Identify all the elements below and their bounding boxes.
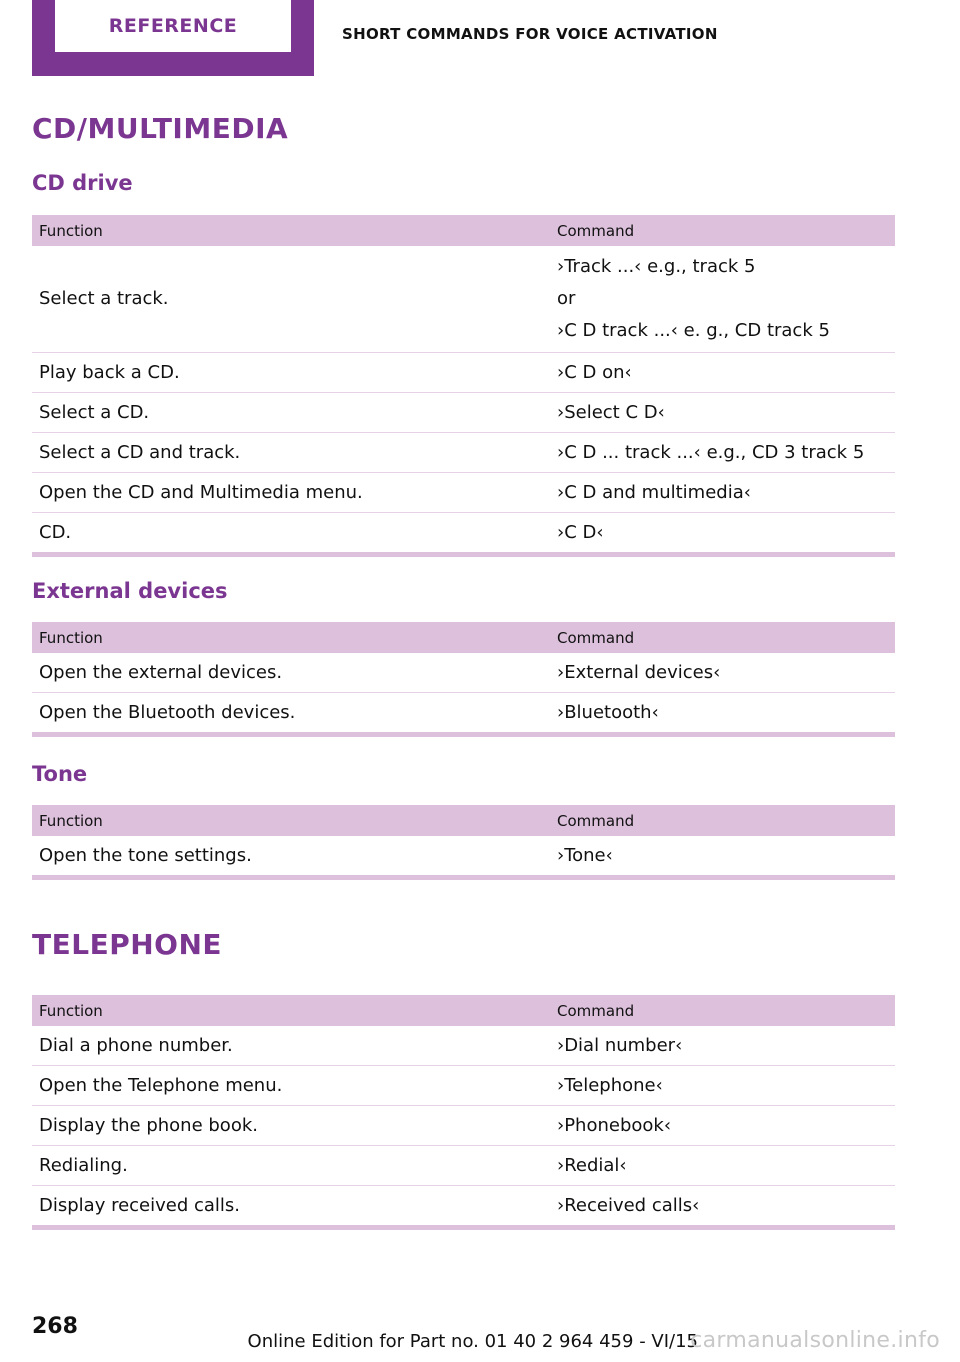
page-number: 268 <box>32 1314 78 1339</box>
heading-cd-multimedia: CD/MULTIMEDIA <box>32 112 289 145</box>
edition-note: Online Edition for Part no. 01 40 2 964 459 - VI/15 <box>247 1331 698 1352</box>
column-header-command: Command <box>550 995 895 1026</box>
function-cell: Open the CD and Multimedia menu. <box>32 473 550 513</box>
function-cell: Select a track. <box>39 288 169 309</box>
table-row <box>32 473 895 513</box>
table-header-row <box>32 215 895 246</box>
function-cell: Play back a CD. <box>32 353 550 393</box>
command-cell: ›Telephone‹ <box>550 1066 895 1106</box>
table-header-row <box>32 995 895 1026</box>
command-cell: ›Bluetooth‹ <box>550 693 895 735</box>
function-cell: Open the Bluetooth devices. <box>32 693 550 735</box>
function-cell: Select a CD and track. <box>32 433 550 473</box>
table-row <box>32 433 895 473</box>
heading-cd-drive: CD drive <box>32 171 133 195</box>
command-cell: ›Select C D‹ <box>550 393 895 433</box>
column-header-command: Command <box>550 805 895 836</box>
table-row <box>32 1026 895 1066</box>
function-cell: Open the tone settings. <box>39 845 252 866</box>
column-header-command: Command <box>550 215 895 246</box>
table-header-row <box>32 805 895 836</box>
heading-external-devices: External devices <box>32 579 228 603</box>
function-cell: Open the external devices. <box>39 662 283 683</box>
function-cell: Select a CD. <box>32 393 550 433</box>
table-row <box>32 1106 895 1146</box>
column-header-function: Function <box>32 622 550 653</box>
function-cell: Redialing. <box>32 1146 550 1186</box>
table-row <box>32 393 895 433</box>
telephone-table <box>32 995 895 1230</box>
section-tab <box>32 0 314 76</box>
cd-drive-table <box>32 215 895 557</box>
function-cell: Display the phone book. <box>32 1106 550 1146</box>
column-header-function: Function <box>32 995 550 1026</box>
command-cell: ›C D‹ <box>550 513 895 555</box>
command-cell: ›C D on‹ <box>550 353 895 393</box>
command-line: ›Track ...‹ e.g., track 5 <box>557 256 756 277</box>
command-cell: ›Received calls‹ <box>550 1186 895 1228</box>
running-header: SHORT COMMANDS FOR VOICE ACTIVATION <box>342 25 718 43</box>
function-cell: Display received calls. <box>32 1186 550 1228</box>
table-row <box>32 693 895 735</box>
function-cell: Open the Telephone menu. <box>32 1066 550 1106</box>
command-line: ›C D track ...‹ e. g., CD track 5 <box>557 320 830 341</box>
watermark: carmanualsonline.info <box>690 1328 940 1353</box>
command-cell: ›External devices‹ <box>557 662 721 683</box>
column-header-function: Function <box>32 215 550 246</box>
function-cell: CD. <box>32 513 550 555</box>
command-cell: ›C D and multimedia‹ <box>550 473 895 513</box>
table-row <box>32 1066 895 1106</box>
table-row <box>32 653 895 693</box>
command-line: or <box>557 288 576 309</box>
command-cell: ›Phonebook‹ <box>550 1106 895 1146</box>
table-row <box>32 353 895 393</box>
table-row <box>32 1146 895 1186</box>
table-row <box>32 836 895 878</box>
heading-telephone: TELEPHONE <box>32 928 223 961</box>
command-cell: ›Redial‹ <box>550 1146 895 1186</box>
section-tab-label: REFERENCE <box>55 0 291 52</box>
table-header-row <box>32 622 895 653</box>
table-row <box>32 246 895 353</box>
external-devices-table <box>32 622 895 737</box>
command-cell <box>550 246 895 353</box>
command-cell: ›Dial number‹ <box>557 1035 683 1056</box>
heading-tone: Tone <box>32 762 88 786</box>
command-cell: ›C D ... track ...‹ e.g., CD 3 track 5 <box>550 433 895 473</box>
table-row <box>32 1186 895 1228</box>
table-row <box>32 513 895 555</box>
command-cell: ›Tone‹ <box>557 845 613 866</box>
column-header-function: Function <box>32 805 550 836</box>
column-header-command: Command <box>550 622 895 653</box>
function-cell: Dial a phone number. <box>39 1035 233 1056</box>
tone-table <box>32 805 895 880</box>
